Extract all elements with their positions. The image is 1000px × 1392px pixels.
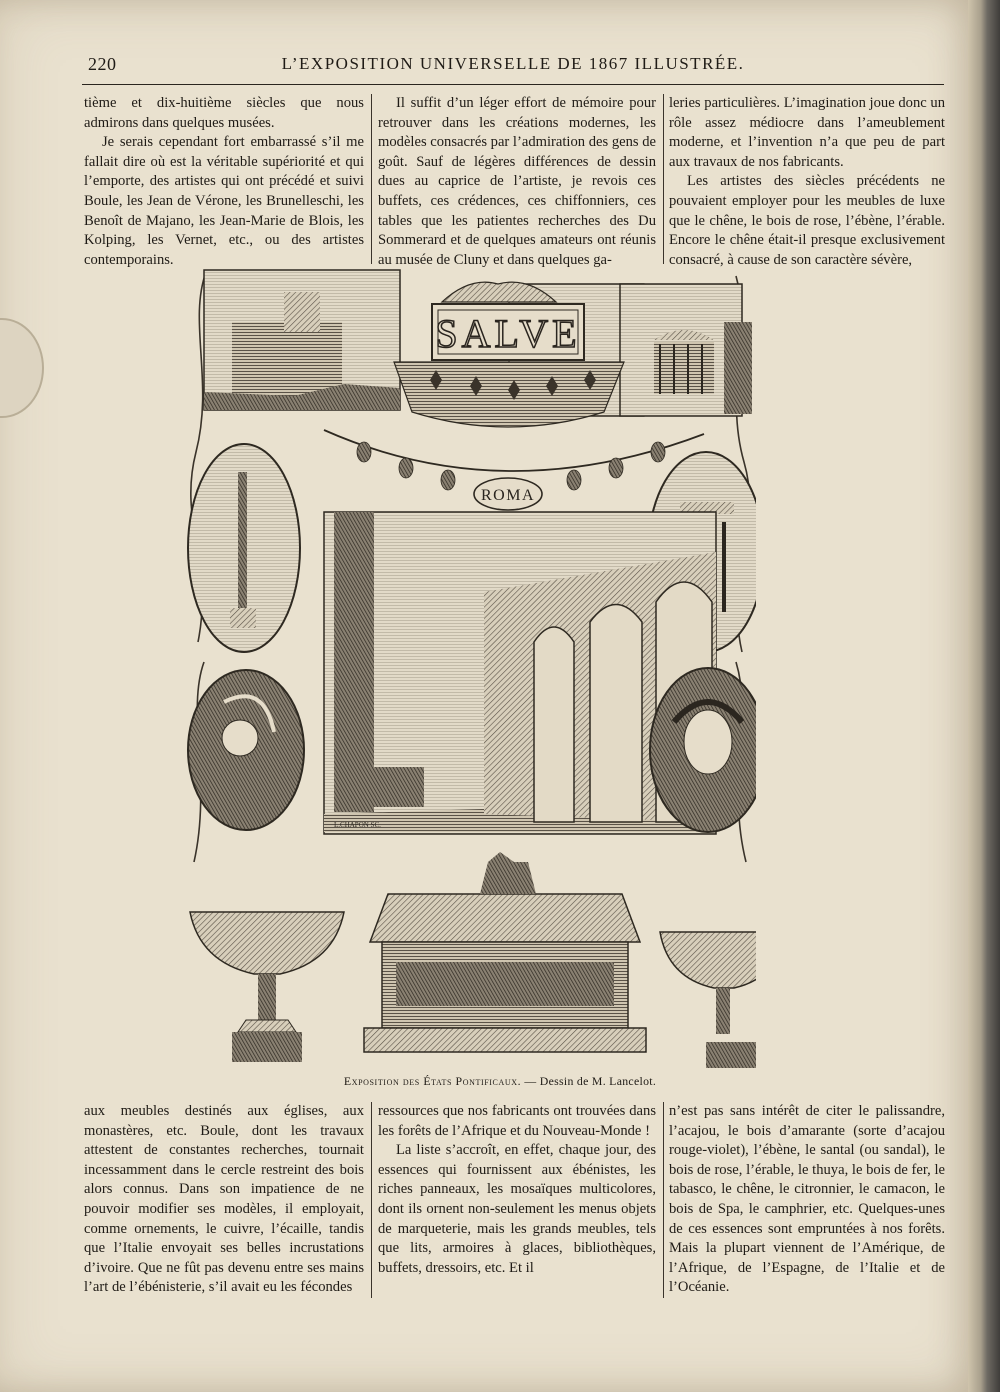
banner-lettering: SALVE — [435, 311, 581, 356]
caption-credit: — Dessin de M. Lancelot. — [524, 1074, 657, 1088]
medallion-lettering: ROMA — [480, 487, 536, 504]
paragraph: La liste s’accroît, en effet, chaque jour, des essences qui fournissent aux ébénistes, les riches panneaux, les mosaïques multicolores, dont ils ornent non-seulement les menus objets de marqueterie, mais les grands meubles, tels que lits, armoires à glaces, bibliothèques, buffets, dressoirs, etc. Et il — [378, 1142, 656, 1276]
header-rule — [82, 84, 944, 85]
caption-title: Exposition des États Pontificaux. — [343, 1074, 522, 1088]
casket — [364, 852, 646, 1052]
bottom-column-3 — [669, 1102, 945, 1298]
engraving-illustration — [184, 262, 756, 1068]
column-rule — [663, 1102, 664, 1298]
column-rule — [663, 94, 664, 264]
bottom-column-2 — [378, 1102, 656, 1278]
top-column-1 — [84, 94, 364, 270]
bottom-column-1 — [84, 1102, 364, 1298]
paragraph: Les artistes des siècles précédents ne pouvaient employer pour les meubles de luxe que le chêne, le bois de rose, l’ébène, l’érable. Encore le chêne était-il presque exclusivement consacré, à cause de son caractère sévère, — [669, 173, 945, 268]
tazza-right — [660, 932, 756, 1068]
page-header — [82, 54, 944, 82]
running-title: L’EXPOSITION UNIVERSELLE DE 1867 ILLUSTRÉE. — [281, 54, 745, 73]
figure-caption — [250, 1074, 750, 1089]
page-number: 220 — [88, 54, 117, 74]
binding-hole — [0, 318, 44, 418]
page-edge-shadow — [968, 0, 1000, 1392]
oval-flower-left — [188, 670, 304, 830]
paragraph: n’est pas sans intérêt de citer le palissandre, l’acajou, le bois d’amarante (sorte d’acajou rouge-violet), l’ébène, le santal (ou sandal), le bois de rose, l’érable, le thuya, le bois de fer, le tabasco, le chêne, le citronnier, le camacon, le bois de Spa, le camphrier, etc. Quelques-unes de ces essences sont empruntées à nos forêts. Mais la plupart viennent de l’Amérique, de l’Afrique, de l’Espagne, de l’Italie et de l’Océanie. — [669, 1103, 945, 1296]
column-rule — [371, 1102, 372, 1298]
paragraph: aux meubles destinés aux églises, aux monastères, etc. Boule, dont les travaux attestent de constantes recherches, tournait incessamment dans le cercle restreint des bois alors connus. Dans son impatience de ne pouvoir modifier ses modèles, il employait, comme ornements, le cuivre, l’écaille, tandis que l’Italie envoyait ses belles incrustations d’ivoire. Que ne fût pas devenu entre ses mains l’art de l’ébénisterie, s’il avait eu les fécondes — [84, 1103, 364, 1296]
vignette-ruins — [204, 270, 400, 410]
top-column-2 — [378, 94, 656, 270]
tazza-left — [190, 912, 344, 1062]
paragraph: leries particulières. L’imagination joue donc un rôle assez médiocre dans l’ameublement moderne, et l’invention n’a que peu de part aux travaux de nos fabricants. — [669, 95, 945, 170]
oval-column-left — [188, 444, 300, 652]
paragraph: tième et dix-huitième siècles que nous admirons dans quelques musées. — [84, 95, 364, 131]
top-column-3 — [669, 94, 945, 270]
paragraph: ressources que nos fabricants ont trouvées dans les forêts de l’Afrique et du Nouveau-Monde ! — [378, 1103, 656, 1139]
column-rule — [371, 94, 372, 264]
paragraph: Il suffit d’un léger effort de mémoire pour retrouver dans les créations modernes, les modèles consacrés par l’admiration des gens de goût. Sauf de légères différences de dessin dues au caprice de l’artiste, je revois ces buffets, ces crédences, ces chiffonniers, ces tables que les patientes recherches des Du Sommerard et de quelques amateurs ont réunis au musée de Cluny et dans quelques ga- — [378, 95, 656, 268]
paragraph: Je serais cependant fort embarrassé s’il me fallait dire où est la véritable supériorité et qui l’emporte, des artistes qui ont précédé et suivi Boule, les Jean de Vérone, les Brunelleschi, les Benoît de Majano, les Jean-Marie de Blois, les Kolping, les Vernet, etc., ou des artistes contemporains. — [84, 134, 364, 268]
engraver-signature: L.CHAPON SC. — [334, 821, 381, 829]
oval-portrait-right — [650, 668, 756, 832]
